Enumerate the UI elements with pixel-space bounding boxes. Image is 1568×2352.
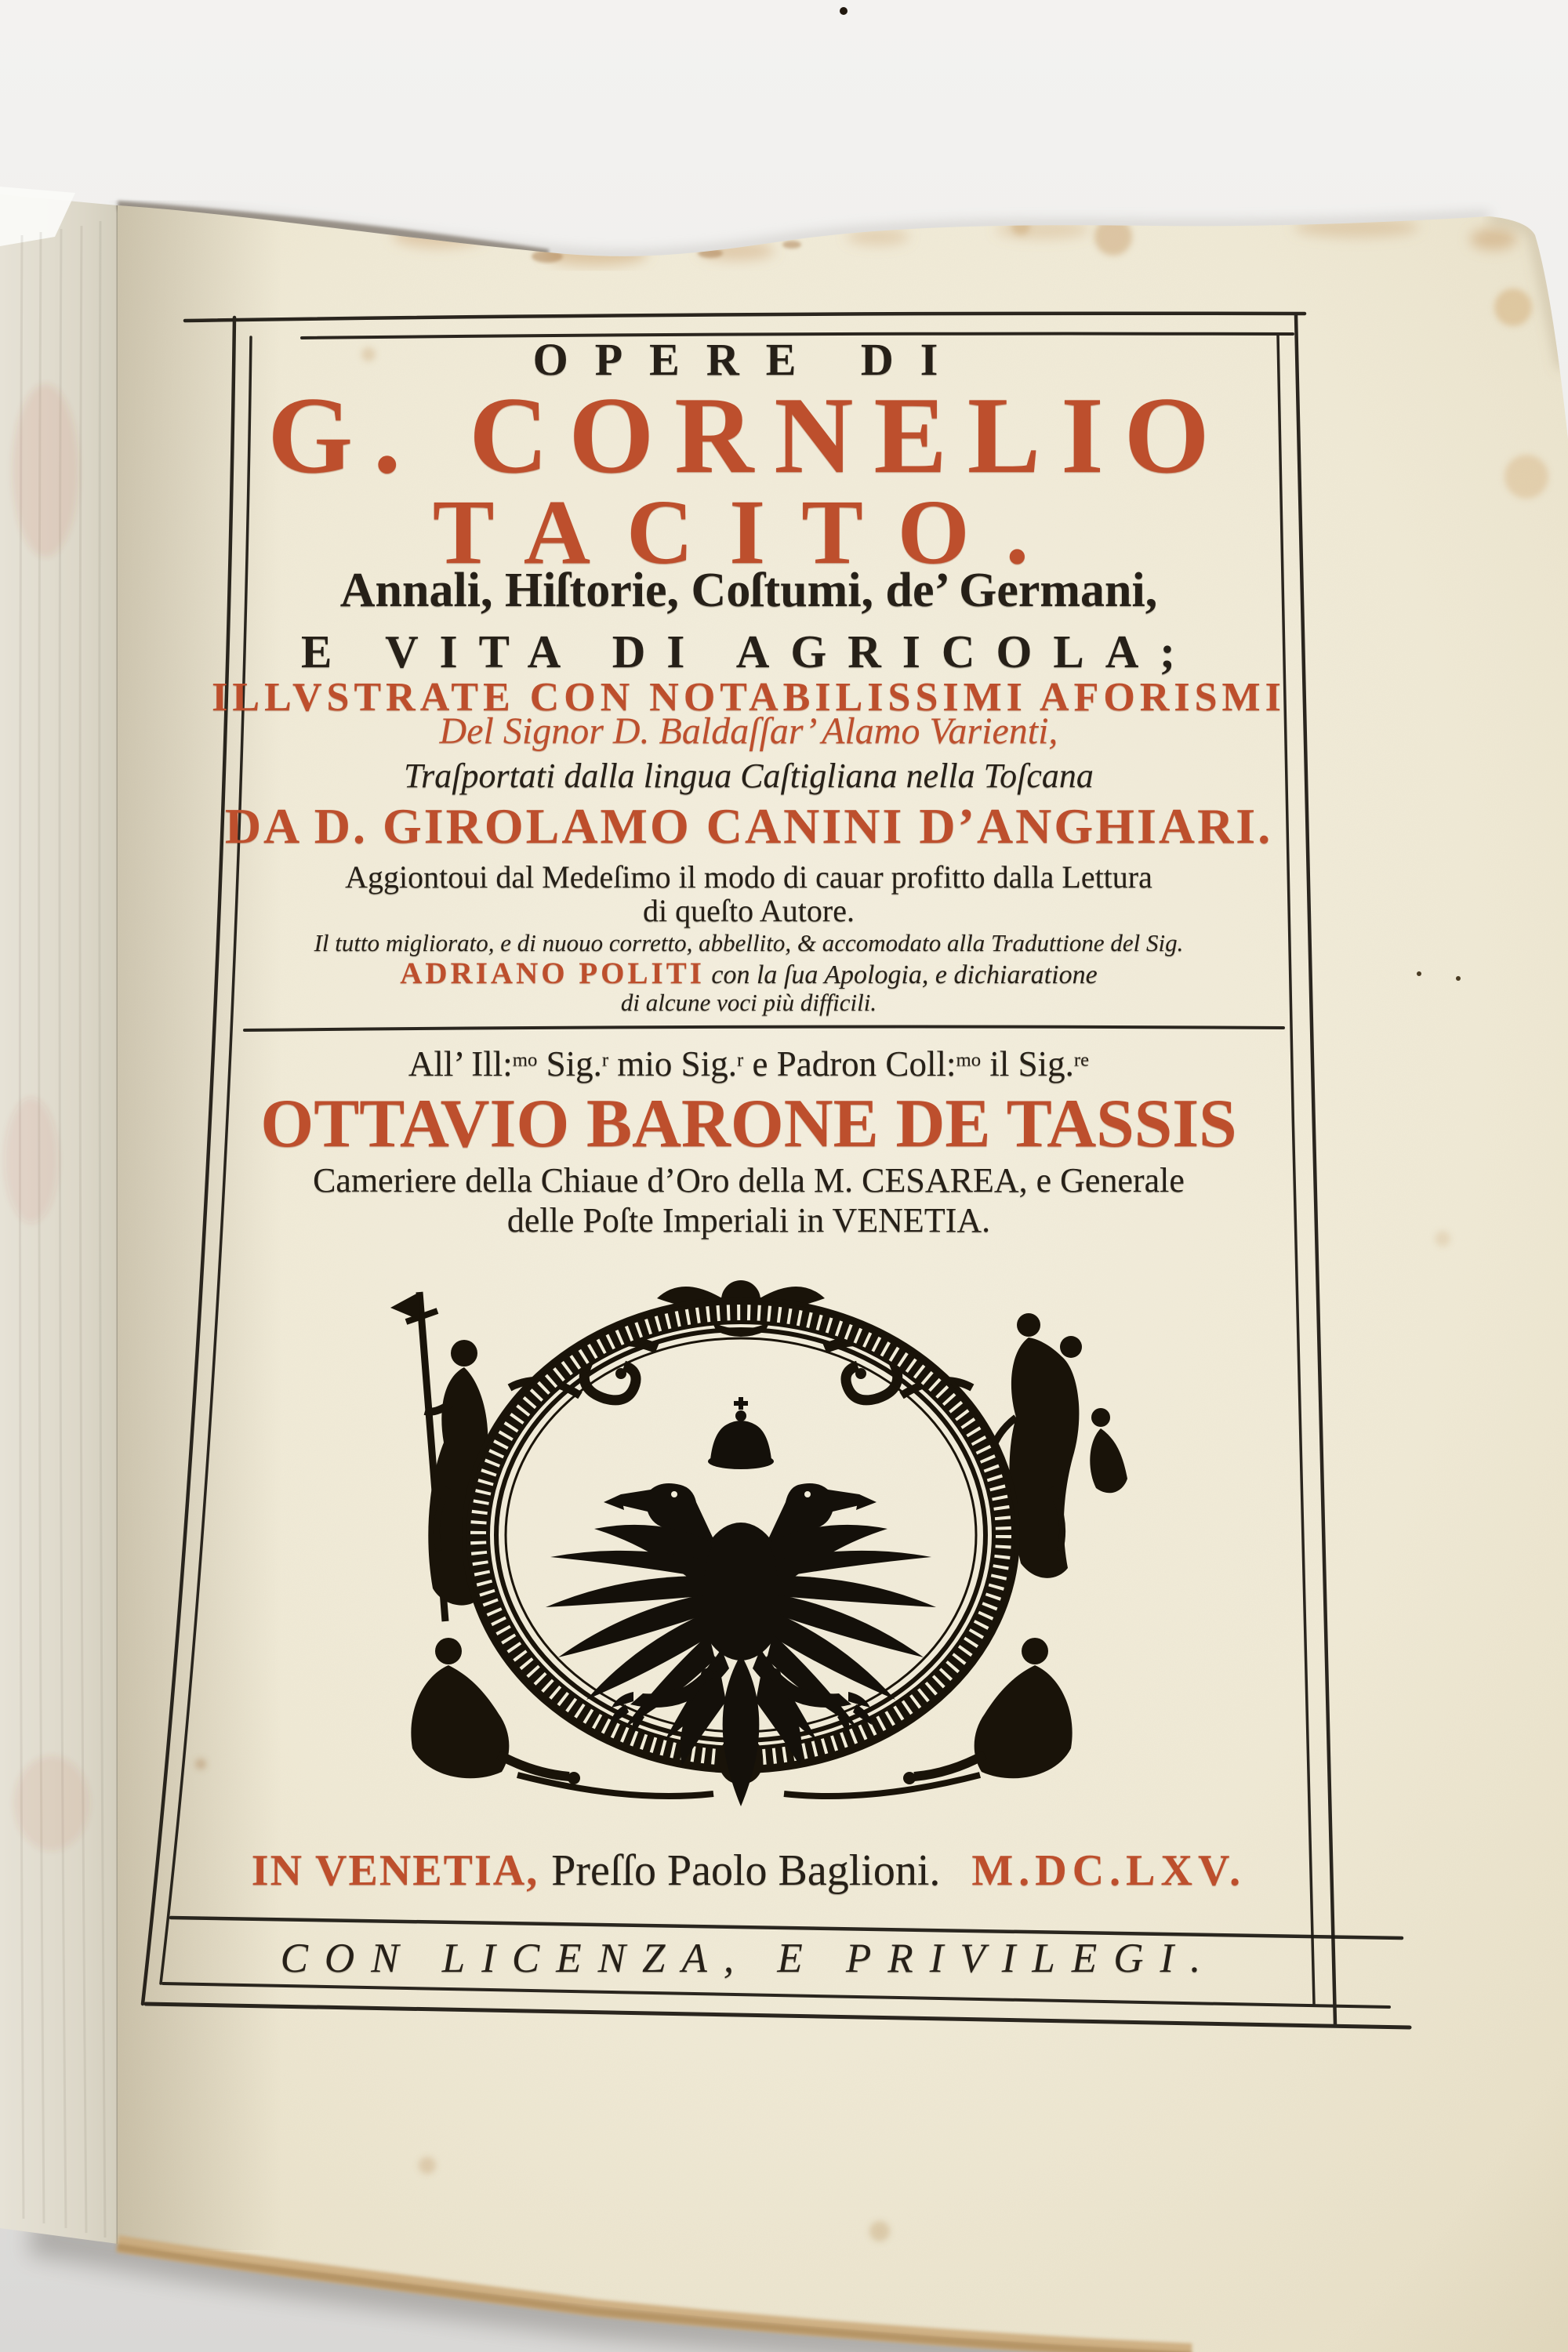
dedication-superscript: r	[736, 1049, 744, 1071]
works-list-2: E VITA DI AGRICOLA;	[301, 626, 1196, 677]
translation-note: Traſportati dalla lingua Caſtigliana nella Toſcana	[404, 757, 1094, 795]
imprint-publisher: Preſſo Paolo Baglioni.	[551, 1846, 941, 1895]
patron-title-2: delle Poſte Imperiali in VENETIA.	[506, 1201, 991, 1240]
dedication-superscript: mo	[956, 1049, 982, 1071]
author-name-line1: G. CORNELIO	[267, 375, 1230, 496]
editor-name: ADRIANO POLITI	[400, 956, 705, 990]
dedication-superscript: re	[1073, 1049, 1090, 1071]
dedication-text: mio Sig.	[608, 1044, 737, 1083]
series-title: OPERE DI	[532, 334, 965, 385]
license-line: CON LICENZA, E PRIVILEGI.	[280, 1936, 1218, 1981]
dedication-superscript: r	[601, 1049, 609, 1071]
dedication-text: il Sig.	[981, 1044, 1074, 1083]
dedication-text: Sig.	[537, 1044, 602, 1083]
imprint-year: M.DC.LXV.	[971, 1846, 1247, 1895]
aphorisms-author: Del Signor D. Baldaſſar’ Alamo Varienti,	[439, 710, 1058, 752]
editor-line	[149, 958, 1348, 989]
works-list: Annali, Hiſtorie, Coſtumi, de’ Germani,	[339, 564, 1158, 617]
dedication-line	[149, 1044, 1348, 1083]
translator-name: DA D. GIROLAMO CANINI D’ANGHIARI.	[224, 798, 1273, 854]
addition-note-1: Aggiontoui dal Medeſimo il modo di cauar profitto dalla Lettura	[345, 859, 1152, 895]
dedication-text: All’ Ill:	[408, 1044, 513, 1083]
revision-note-2: di alcune voci più difficili.	[620, 989, 877, 1016]
addition-note-2: di queſto Autore.	[643, 893, 855, 928]
dedication-superscript: mo	[512, 1049, 538, 1071]
author-name-line2: TACITO.	[432, 481, 1065, 583]
patron-title-1: Cameriere della Chiaue d’Oro della M. CESAREA, e Generale	[313, 1161, 1185, 1200]
editor-apologia: con la ſua Apologia, e dichiaratione	[704, 960, 1098, 989]
aphorisms-note: ILLVSTRATE CON NOTABILISSIMI AFORISMI	[212, 675, 1286, 720]
imprint-line	[149, 1846, 1348, 1895]
imprint-place: IN VENETIA,	[251, 1846, 539, 1895]
patron-name: OTTAVIO BARONE DE TASSIS	[260, 1086, 1237, 1162]
revision-note: Il tutto migliorato, e di nuouo corretto, abbellito, & accomodato alla Traduttione del Sig.	[314, 929, 1184, 956]
dedication-text: e Padron Coll:	[743, 1044, 956, 1083]
